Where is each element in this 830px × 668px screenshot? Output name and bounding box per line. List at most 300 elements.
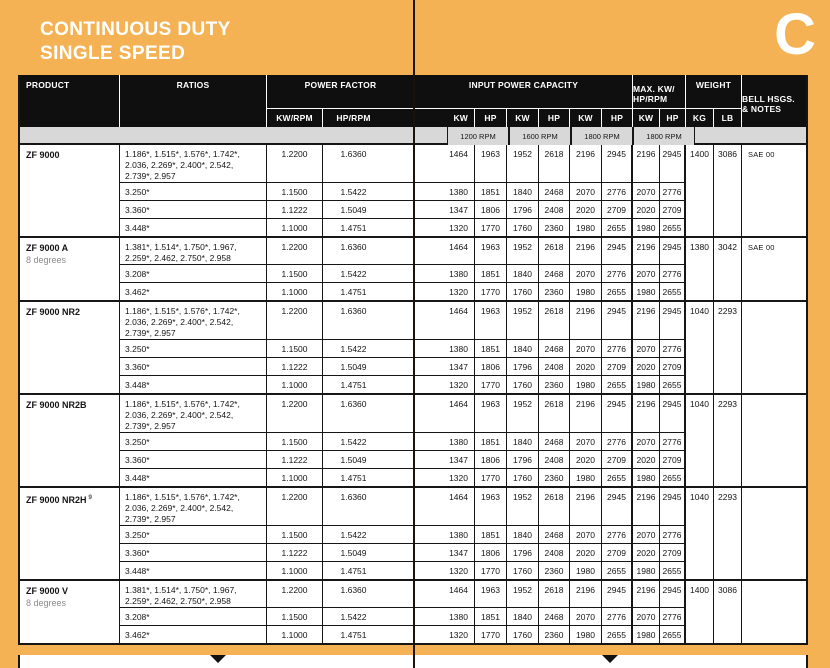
value-cell: 1980	[633, 282, 660, 300]
kw-rpm-cell: 1.1222	[267, 357, 323, 375]
hp-rpm-cell: 1.5422	[323, 607, 415, 625]
value-cell: 2468	[539, 264, 570, 282]
hp-rpm-cell: 1.6360	[323, 238, 415, 264]
value-cell: 2709	[602, 450, 633, 468]
value-cell: 1840	[507, 339, 539, 357]
value-cell: 2618	[539, 488, 570, 525]
value-cell: 2945	[660, 488, 686, 525]
value-cell: 2776	[660, 432, 686, 450]
value-cell: 2020	[633, 450, 660, 468]
hp-rpm-cell: 1.6360	[323, 488, 415, 525]
value-cell: 1980	[570, 561, 602, 579]
value-cell: 2020	[633, 543, 660, 561]
value-cell: 2196	[570, 581, 602, 607]
ratios-cell: 3.462*	[120, 625, 267, 643]
ratios-cell: 3.360*	[120, 450, 267, 468]
value-cell: 2468	[539, 339, 570, 357]
value-cell: 2945	[660, 395, 686, 432]
ratios-cell: 3.208*	[120, 264, 267, 282]
value-cell: 2776	[602, 264, 633, 282]
kw-rpm-cell: 1.1000	[267, 561, 323, 579]
col-header-kg: KG	[686, 108, 714, 127]
value-cell: 1980	[633, 375, 660, 393]
value-cell: 2070	[570, 607, 602, 625]
value-cell: 1760	[507, 218, 539, 236]
kw-rpm-cell: 1.1500	[267, 182, 323, 200]
page-title	[40, 18, 231, 66]
value-cell: 2408	[539, 357, 570, 375]
value-cell: 2196	[633, 488, 660, 525]
value-cell: 2020	[633, 200, 660, 218]
value-cell: 2776	[602, 339, 633, 357]
bell-hsgs-notes-cell	[742, 581, 806, 643]
value-cell: 2945	[602, 488, 633, 525]
value-cell: 2468	[539, 182, 570, 200]
product-cell	[20, 302, 120, 393]
ratios-cell: 3.448*	[120, 561, 267, 579]
kw-rpm-cell: 1.2200	[267, 581, 323, 607]
value-cell: 2360	[539, 375, 570, 393]
product-name: ZF 9000 NR2H $^9$	[26, 494, 92, 505]
page-title-line1: CONTINUOUS DUTY	[40, 19, 231, 40]
value-cell: 1840	[507, 264, 539, 282]
value-cell: 2196	[570, 145, 602, 182]
value-cell: 1980	[633, 468, 660, 486]
value-cell: 2020	[570, 543, 602, 561]
value-cell: 1980	[570, 625, 602, 643]
value-cell: 2020	[633, 357, 660, 375]
value-cell: 2655	[660, 218, 686, 236]
value-cell: 2020	[570, 200, 602, 218]
value-cell: 2408	[539, 200, 570, 218]
value-cell: 1980	[570, 282, 602, 300]
product-subtext: 8 degrees	[26, 255, 67, 265]
value-cell: 2709	[602, 357, 633, 375]
value-cell: 2776	[660, 182, 686, 200]
hp-rpm-cell: 1.4751	[323, 375, 415, 393]
weight-kg-cell: 1040	[686, 395, 714, 486]
max-header-line1: MAX. KW/	[633, 84, 675, 94]
value-cell: 1840	[507, 182, 539, 200]
bell-header-line2: & NOTES	[742, 103, 782, 114]
value-cell: 2196	[570, 395, 602, 432]
value-cell: 2360	[539, 468, 570, 486]
kw-rpm-cell: 1.1500	[267, 525, 323, 543]
product-cell	[20, 581, 120, 643]
weight-kg-cell: 1380	[686, 238, 714, 300]
value-cell: 2709	[660, 200, 686, 218]
kw-rpm-cell: 1.2200	[267, 145, 323, 182]
value-cell: 1380	[415, 525, 475, 543]
value-cell: 1464	[415, 395, 475, 432]
value-cell: 1851	[475, 339, 507, 357]
value-cell: 1851	[475, 432, 507, 450]
value-cell: 2408	[539, 450, 570, 468]
value-cell: 1796	[507, 200, 539, 218]
value-cell: 2655	[602, 218, 633, 236]
value-cell: 1380	[415, 339, 475, 357]
weight-lb-cell: 2293	[714, 395, 742, 486]
product-name: ZF 9000 V	[26, 586, 69, 596]
rpm-label-1800: 1800 RPM	[571, 127, 633, 145]
value-cell: 2070	[633, 607, 660, 625]
value-cell: 1963	[475, 581, 507, 607]
bell-hsgs-notes-cell: SAE 00	[748, 243, 775, 252]
value-cell: 2070	[633, 264, 660, 282]
hp-rpm-cell: 1.4751	[323, 282, 415, 300]
hp-rpm-cell: 1.5422	[323, 525, 415, 543]
value-cell: 1851	[475, 264, 507, 282]
kw-rpm-cell: 1.1000	[267, 282, 323, 300]
value-cell: 1380	[415, 607, 475, 625]
kw-rpm-cell: 1.1222	[267, 543, 323, 561]
rpm-label-1600: 1600 RPM	[509, 127, 571, 145]
product-cell	[20, 395, 120, 486]
bell-hsgs-notes-cell	[742, 488, 806, 579]
value-cell: 1464	[415, 238, 475, 264]
hp-rpm-cell: 1.4751	[323, 218, 415, 236]
value-cell: 2776	[602, 182, 633, 200]
value-cell: 2020	[570, 357, 602, 375]
hp-rpm-cell: 1.6360	[323, 395, 415, 432]
value-cell: 1320	[415, 282, 475, 300]
page-header	[0, 0, 830, 75]
value-cell: 1770	[475, 468, 507, 486]
value-cell: 2618	[539, 238, 570, 264]
ratios-cell: 1.186*, 1.515*, 1.576*, 1.742*, 2.036, 2.269*, 2.400*, 2.542, 2.739*, 2.957	[120, 395, 267, 432]
value-cell: 2655	[660, 282, 686, 300]
value-cell: 1980	[570, 375, 602, 393]
value-cell: 1320	[415, 625, 475, 643]
value-cell: 2655	[660, 468, 686, 486]
value-cell: 1806	[475, 543, 507, 561]
kw-rpm-cell: 1.1000	[267, 218, 323, 236]
col-header-kw-rpm: KW/RPM	[267, 108, 323, 127]
value-cell: 2070	[570, 339, 602, 357]
product-cell	[20, 145, 120, 236]
value-cell: 1760	[507, 625, 539, 643]
value-cell: 2196	[570, 302, 602, 339]
value-cell: 1380	[415, 432, 475, 450]
value-cell: 1347	[415, 543, 475, 561]
value-cell: 1760	[507, 282, 539, 300]
value-cell: 1952	[507, 238, 539, 264]
kw-rpm-cell: 1.1500	[267, 432, 323, 450]
bell-hsgs-notes-cell: SAE 00	[748, 150, 775, 159]
value-cell: 1963	[475, 302, 507, 339]
value-cell: 2070	[633, 182, 660, 200]
value-cell: 1464	[415, 145, 475, 182]
product-subtext: 8 degrees	[26, 598, 67, 608]
col-header-product: PRODUCT	[20, 75, 120, 127]
hp-rpm-cell: 1.4751	[323, 625, 415, 643]
value-cell: 2468	[539, 607, 570, 625]
value-cell: 1796	[507, 450, 539, 468]
value-cell: 1980	[570, 218, 602, 236]
product-name: ZF 9000	[26, 150, 60, 160]
value-cell: 2655	[660, 561, 686, 579]
value-cell: 1806	[475, 200, 507, 218]
col-header-kw-1600: KW	[507, 108, 539, 127]
value-cell: 2945	[602, 581, 633, 607]
ratios-cell: 3.360*	[120, 200, 267, 218]
hp-rpm-cell: 1.6360	[323, 581, 415, 607]
value-cell: 1320	[415, 218, 475, 236]
ratios-cell: 3.208*	[120, 607, 267, 625]
kw-rpm-cell: 1.2200	[267, 395, 323, 432]
kw-rpm-cell: 1.1222	[267, 200, 323, 218]
value-cell: 2945	[660, 581, 686, 607]
value-cell: 2020	[570, 450, 602, 468]
kw-rpm-cell: 1.1000	[267, 375, 323, 393]
product-cell	[20, 488, 120, 579]
value-cell: 2945	[660, 302, 686, 339]
kw-rpm-cell: 1.1000	[267, 468, 323, 486]
value-cell: 2709	[660, 357, 686, 375]
value-cell: 2360	[539, 282, 570, 300]
value-cell: 1380	[415, 264, 475, 282]
value-cell: 2196	[633, 302, 660, 339]
hp-rpm-cell: 1.5422	[323, 432, 415, 450]
value-cell: 2196	[570, 238, 602, 264]
hp-rpm-cell: 1.4751	[323, 468, 415, 486]
value-cell: 2618	[539, 145, 570, 182]
hp-rpm-cell: 1.5049	[323, 200, 415, 218]
ratios-cell: 3.250*	[120, 182, 267, 200]
hp-rpm-cell: 1.6360	[323, 145, 415, 182]
hp-rpm-cell: 1.4751	[323, 561, 415, 579]
value-cell: 2709	[660, 543, 686, 561]
ratios-cell: 3.250*	[120, 525, 267, 543]
ratios-cell: 3.250*	[120, 432, 267, 450]
hp-rpm-cell: 1.5049	[323, 450, 415, 468]
value-cell: 2196	[633, 238, 660, 264]
value-cell: 1840	[507, 607, 539, 625]
value-cell: 1963	[475, 145, 507, 182]
value-cell: 1963	[475, 488, 507, 525]
hp-rpm-cell: 1.5422	[323, 264, 415, 282]
value-cell: 2776	[660, 607, 686, 625]
value-cell: 1760	[507, 468, 539, 486]
value-cell: 1464	[415, 581, 475, 607]
col-header-weight: WEIGHT	[686, 75, 742, 108]
value-cell: 2945	[660, 238, 686, 264]
value-cell: 1464	[415, 488, 475, 525]
ratios-cell: 3.448*	[120, 375, 267, 393]
value-cell: 2945	[602, 395, 633, 432]
weight-kg-cell: 1040	[686, 302, 714, 393]
value-cell: 1760	[507, 561, 539, 579]
value-cell: 1464	[415, 302, 475, 339]
value-cell: 2655	[602, 625, 633, 643]
value-cell: 1851	[475, 607, 507, 625]
value-cell: 1851	[475, 182, 507, 200]
col-header-hp-1200: HP	[475, 108, 507, 127]
value-cell: 1980	[633, 218, 660, 236]
value-cell: 2360	[539, 625, 570, 643]
hp-rpm-cell: 1.5049	[323, 543, 415, 561]
value-cell: 2655	[602, 282, 633, 300]
kw-rpm-cell: 1.1500	[267, 607, 323, 625]
value-cell: 2360	[539, 561, 570, 579]
value-cell: 1952	[507, 145, 539, 182]
value-cell: 2196	[633, 395, 660, 432]
value-cell: 2618	[539, 395, 570, 432]
value-cell: 2776	[660, 264, 686, 282]
ratios-cell: 3.448*	[120, 218, 267, 236]
weight-kg-cell: 1400	[686, 581, 714, 643]
hp-rpm-cell: 1.5422	[323, 339, 415, 357]
product-name: ZF 9000 NR2B	[26, 400, 87, 410]
kw-rpm-cell: 1.1500	[267, 339, 323, 357]
ratios-cell: 1.186*, 1.515*, 1.576*, 1.742*, 2.036, 2.269*, 2.400*, 2.542, 2.739*, 2.957	[120, 145, 267, 182]
ratios-cell: 1.186*, 1.515*, 1.576*, 1.742*, 2.036, 2.269*, 2.400*, 2.542, 2.739*, 2.957	[120, 302, 267, 339]
continuation-arrow-icon	[602, 655, 618, 663]
value-cell: 2196	[633, 581, 660, 607]
value-cell: 2070	[570, 432, 602, 450]
ratios-cell: 3.448*	[120, 468, 267, 486]
value-cell: 1347	[415, 357, 475, 375]
value-cell: 2468	[539, 525, 570, 543]
value-cell: 2655	[602, 561, 633, 579]
value-cell: 1980	[570, 468, 602, 486]
page-title-line2: SINGLE SPEED	[40, 43, 186, 64]
value-cell: 2776	[602, 525, 633, 543]
weight-kg-cell: 1040	[686, 488, 714, 579]
kw-rpm-cell: 1.1500	[267, 264, 323, 282]
bell-header-line1: BELL HSGS.	[742, 93, 795, 104]
page-fold-divider	[413, 0, 415, 668]
value-cell: 1796	[507, 357, 539, 375]
value-cell: 2468	[539, 432, 570, 450]
col-header-hp-rpm: HP/RPM	[323, 108, 415, 127]
value-cell: 2408	[539, 543, 570, 561]
value-cell: 2618	[539, 302, 570, 339]
value-cell: 1840	[507, 432, 539, 450]
col-header-lb: LB	[714, 108, 742, 127]
weight-lb-cell: 2293	[714, 302, 742, 393]
value-cell: 1952	[507, 302, 539, 339]
value-cell: 1770	[475, 625, 507, 643]
value-cell: 1320	[415, 468, 475, 486]
hp-rpm-cell: 1.6360	[323, 302, 415, 339]
rpm-label-1200: 1200 RPM	[447, 127, 509, 145]
value-cell: 1320	[415, 561, 475, 579]
value-cell: 2070	[570, 182, 602, 200]
ratios-cell: 3.360*	[120, 357, 267, 375]
value-cell: 2070	[633, 525, 660, 543]
value-cell: 1963	[475, 395, 507, 432]
weight-lb-cell: 2293	[714, 488, 742, 579]
value-cell: 2655	[602, 375, 633, 393]
kw-rpm-cell: 1.1000	[267, 625, 323, 643]
value-cell: 1806	[475, 450, 507, 468]
kw-rpm-cell: 1.2200	[267, 488, 323, 525]
value-cell: 1770	[475, 561, 507, 579]
weight-kg-cell: 1400	[686, 145, 714, 236]
bell-hsgs-notes-cell	[742, 302, 806, 393]
kw-rpm-cell: 1.1222	[267, 450, 323, 468]
value-cell: 2945	[660, 145, 686, 182]
col-header-kw-1200: KW	[415, 108, 475, 127]
rpm-label-max-1800: 1800 RPM	[633, 127, 695, 145]
hp-rpm-cell: 1.5422	[323, 182, 415, 200]
kw-rpm-cell: 1.2200	[267, 302, 323, 339]
value-cell: 2945	[602, 238, 633, 264]
value-cell: 1806	[475, 357, 507, 375]
max-header-line2: HP/RPM	[633, 94, 668, 104]
col-header-ratios: RATIOS	[120, 75, 267, 127]
value-cell: 2196	[633, 145, 660, 182]
value-cell: 1980	[633, 625, 660, 643]
value-cell: 1851	[475, 525, 507, 543]
col-header-power-factor: POWER FACTOR	[267, 75, 415, 108]
value-cell: 2655	[660, 375, 686, 393]
value-cell: 1980	[633, 561, 660, 579]
value-cell: 1952	[507, 395, 539, 432]
value-cell: 1770	[475, 375, 507, 393]
col-header-max-hp: HP	[660, 108, 686, 127]
product-footnote-sup: 9	[86, 494, 92, 501]
col-header-hp-1800: HP	[602, 108, 633, 127]
ratios-cell: 3.250*	[120, 339, 267, 357]
weight-lb-cell: 3042	[714, 238, 742, 300]
value-cell: 2709	[602, 200, 633, 218]
col-header-hp-1600: HP	[539, 108, 570, 127]
value-cell: 1796	[507, 543, 539, 561]
value-cell: 1760	[507, 375, 539, 393]
value-cell: 2709	[602, 543, 633, 561]
section-letter: C	[774, 2, 816, 67]
product-name: ZF 9000 NR2	[26, 307, 81, 317]
ratios-cell: 3.462*	[120, 282, 267, 300]
product-name: ZF 9000 A	[26, 243, 69, 253]
value-cell: 2709	[660, 450, 686, 468]
value-cell: 1347	[415, 200, 475, 218]
value-cell: 1380	[415, 182, 475, 200]
col-header-max-kw-hp	[633, 75, 686, 108]
hp-rpm-cell: 1.5049	[323, 357, 415, 375]
product-cell	[20, 238, 120, 300]
value-cell: 2070	[633, 339, 660, 357]
value-cell: 2070	[570, 264, 602, 282]
value-cell: 1840	[507, 525, 539, 543]
col-header-bell-hsgs	[742, 75, 806, 127]
value-cell: 2070	[633, 432, 660, 450]
value-cell: 1952	[507, 488, 539, 525]
bell-hsgs-notes-cell	[742, 395, 806, 486]
value-cell: 2945	[602, 302, 633, 339]
kw-rpm-cell: 1.2200	[267, 238, 323, 264]
value-cell: 1320	[415, 375, 475, 393]
value-cell: 2070	[570, 525, 602, 543]
value-cell: 1952	[507, 581, 539, 607]
ratios-cell: 1.381*, 1.514*, 1.750*, 1.967, 2.259*, 2.462, 2.750*, 2.958	[120, 238, 267, 264]
value-cell: 2776	[602, 607, 633, 625]
value-cell: 1963	[475, 238, 507, 264]
value-cell: 2618	[539, 581, 570, 607]
value-cell: 1347	[415, 450, 475, 468]
value-cell: 2776	[602, 432, 633, 450]
value-cell: 1770	[475, 282, 507, 300]
value-cell: 2945	[602, 145, 633, 182]
weight-lb-cell: 3086	[714, 145, 742, 236]
value-cell: 2776	[660, 525, 686, 543]
value-cell: 2360	[539, 218, 570, 236]
value-cell: 2655	[660, 625, 686, 643]
ratios-cell: 1.186*, 1.515*, 1.576*, 1.742*, 2.036, 2.269*, 2.400*, 2.542, 2.739*, 2.957	[120, 488, 267, 525]
value-cell: 2196	[570, 488, 602, 525]
